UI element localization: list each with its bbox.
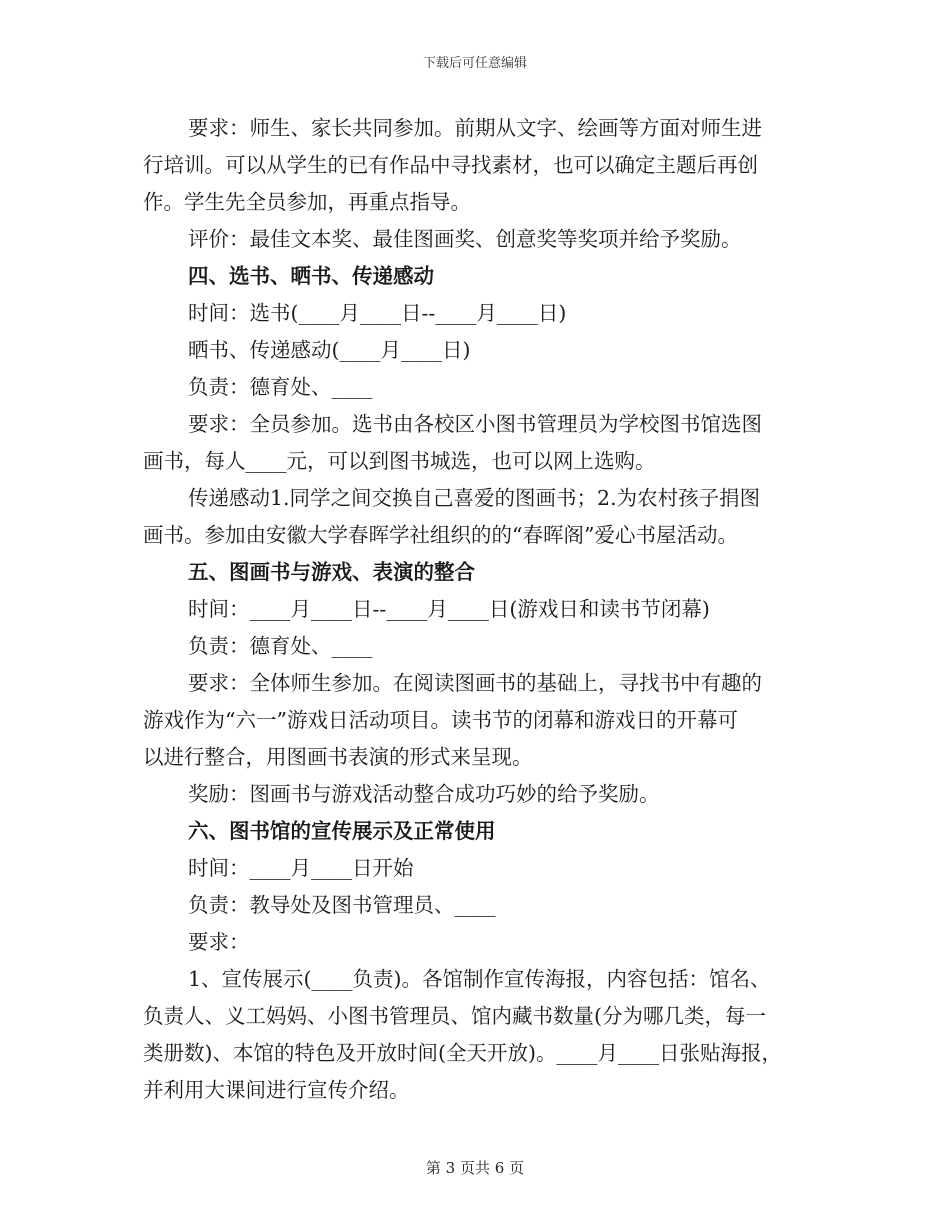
paragraph-line: 1、宣传展示(____负责)。各馆制作宣传海报，内容包括：馆名、 (188, 967, 771, 991)
paragraph-line: 时间：____月____日--____月____日(游戏日和读书节闭幕) (188, 597, 710, 621)
section-heading: 五、图画书与游戏、表演的整合 (188, 560, 475, 584)
paragraph-line: 时间：____月____日开始 (188, 856, 414, 880)
paragraph-line: 要求： (188, 930, 250, 954)
paragraph-line: 作。学生先全员参加，再重点指导。 (143, 190, 471, 214)
paragraph-line: 以进行整合，用图画书表演的形式来呈现。 (143, 745, 533, 769)
paragraph-line: 负责人、义工妈妈、小图书管理员、馆内藏书数量(分为哪几类，每一 (143, 1004, 766, 1028)
paragraph-line: 评价：最佳文本奖、最佳图画奖、创意奖等奖项并给予奖励。 (188, 227, 742, 251)
paragraph-line: 负责：德育处、____ (188, 634, 373, 658)
paragraph-line: 画书，每人____元，可以到图书城选，也可以网上选购。 (143, 449, 656, 473)
paragraph-line: 类册数)、本馆的特色及开放时间(全天开放)。____月____日张贴海报， (143, 1041, 782, 1065)
paragraph-line: 画书。参加由安徽大学春晖学社组织的的“春晖阁”爱心书屋活动。 (143, 523, 738, 547)
document-body (143, 110, 803, 1109)
paragraph-line: 传递感动1.同学之间交换自己喜爱的图画书；2.为农村孩子捐图 (188, 486, 761, 510)
paragraph-line: 负责：教导处及图书管理员、____ (188, 893, 496, 917)
paragraph-line: 要求：师生、家长共同参加。前期从文字、绘画等方面对师生进 (188, 116, 762, 140)
paragraph-line: 奖励：图画书与游戏活动整合成功巧妙的给予奖励。 (188, 782, 660, 806)
paragraph-line: 晒书、传递感动(____月____日) (188, 338, 471, 362)
paragraph-line: 并利用大课间进行宣传介绍。 (143, 1078, 410, 1102)
paragraph-line: 时间：选书(____月____日--____月____日) (188, 301, 567, 325)
section-heading: 四、选书、晒书、传递感动 (188, 264, 434, 288)
page-header: 下载后可任意编辑 (422, 56, 527, 71)
paragraph-line: 游戏作为“六一”游戏日活动项目。读书节的闭幕和游戏日的开幕可 (143, 708, 738, 732)
paragraph-line: 要求：全员参加。选书由各校区小图书管理员为学校图书馆选图 (188, 412, 762, 436)
paragraph-line: 要求：全体师生参加。在阅读图画书的基础上，寻找书中有趣的 (188, 671, 762, 695)
page-footer: 第 3 页共 6 页 (425, 1159, 525, 1177)
section-heading: 六、图书馆的宣传展示及正常使用 (188, 819, 496, 843)
paragraph-line: 行培训。可以从学生的已有作品中寻找素材，也可以确定主题后再创 (143, 153, 758, 177)
paragraph-line: 负责：德育处、____ (188, 375, 373, 399)
